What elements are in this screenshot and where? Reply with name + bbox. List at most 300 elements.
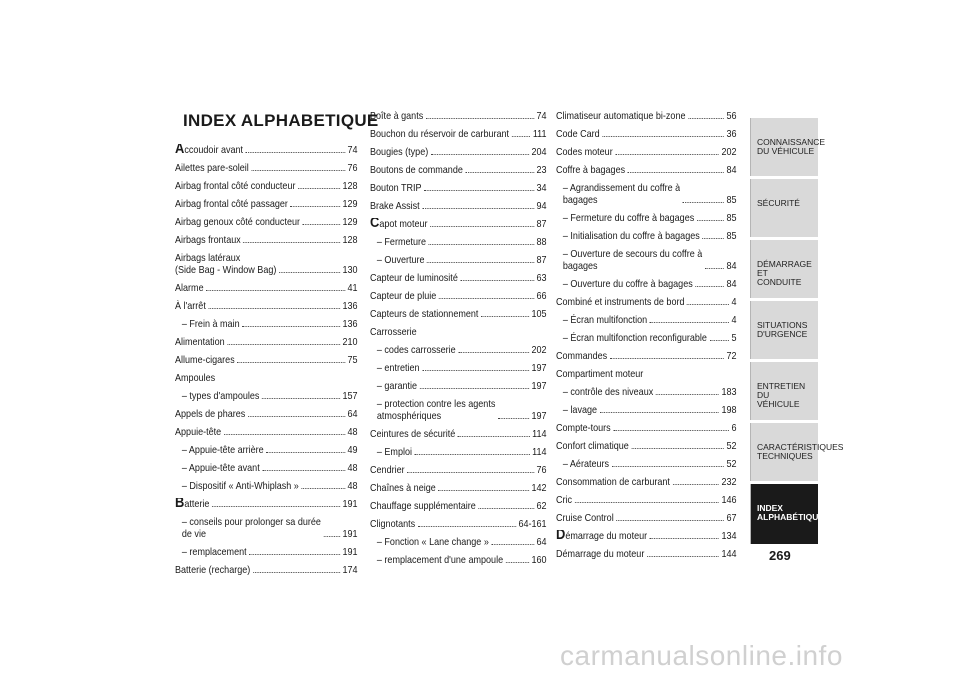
dot-leader <box>251 170 345 171</box>
index-entry-text: Bouchon du réservoir de carburant <box>370 128 510 140</box>
index-entry <box>556 386 737 398</box>
dot-leader <box>687 304 729 305</box>
index-entry-text: Chaînes à neige <box>370 482 436 494</box>
dot-leader <box>237 362 345 363</box>
index-page-number: 76 <box>536 464 547 476</box>
section-tab[interactable]: CONNAISSANCE DU VÉHICULE <box>750 118 818 176</box>
index-entry-text: Cruise Control <box>556 512 614 524</box>
index-letter: D <box>556 530 566 542</box>
index-entry-text: – Initialisation du coffre à bagages <box>562 230 700 242</box>
index-entry <box>556 494 737 506</box>
index-entry <box>556 296 737 308</box>
index-entry <box>370 128 547 140</box>
dot-leader <box>613 430 729 431</box>
dot-leader <box>460 280 534 281</box>
dot-leader <box>705 268 724 269</box>
index-entry-text: Consommation de carburant <box>556 476 670 488</box>
index-entry <box>370 146 547 158</box>
dot-leader <box>418 526 516 527</box>
index-entry-text: – Dispositif « Anti-Whiplash » <box>181 480 299 492</box>
index-entry <box>370 518 547 530</box>
index-entry <box>556 110 737 122</box>
dot-leader <box>324 536 340 537</box>
index-entry-text: Clignotants <box>370 518 416 530</box>
index-entry <box>370 164 547 176</box>
dot-leader <box>243 242 340 243</box>
index-entry-text: Ailettes pare-soleil <box>175 162 249 174</box>
dot-leader <box>673 484 719 485</box>
dot-leader <box>208 308 339 309</box>
index-entry-text: Capteurs de stationnement <box>370 308 479 320</box>
index-column-2 <box>370 110 547 572</box>
dot-leader <box>628 172 724 173</box>
index-entry <box>556 146 737 158</box>
index-letter: A <box>175 144 185 156</box>
dot-leader <box>612 466 724 467</box>
dot-leader <box>212 506 340 507</box>
dot-leader <box>710 340 729 341</box>
index-entry <box>175 444 358 456</box>
index-page-number: 146 <box>721 494 737 506</box>
index-entry <box>175 216 358 228</box>
index-page-number: 34 <box>536 182 547 194</box>
index-page-number: 74 <box>347 144 358 156</box>
dot-leader <box>262 470 345 471</box>
index-entry <box>556 476 737 488</box>
index-entry-text: Batterie (recharge) <box>175 564 251 576</box>
dot-leader <box>688 118 724 119</box>
index-entry <box>175 498 358 510</box>
dot-leader <box>650 322 729 323</box>
index-entry-text: Appuie-tête <box>175 426 222 438</box>
index-page-number: 6 <box>731 422 737 434</box>
index-page-number: 129 <box>342 198 358 210</box>
index-page-number: 191 <box>342 528 358 540</box>
index-entry <box>556 368 737 380</box>
dot-leader <box>481 316 529 317</box>
index-entry-text: Capteur de pluie <box>370 290 437 302</box>
index-entry-text: – Ouverture du coffre à bagages <box>562 278 693 290</box>
index-page-number: 62 <box>536 500 547 512</box>
dot-leader <box>429 244 534 245</box>
index-entry-text: – Emploi <box>376 446 413 458</box>
index-page-number: 202 <box>721 146 737 158</box>
section-tab[interactable]: INDEX ALPHABÉTIQUE <box>750 484 818 544</box>
index-entry-text: – remplacement d'une ampoule <box>376 554 504 566</box>
index-entry <box>370 272 547 284</box>
dot-leader <box>615 154 719 155</box>
dot-leader <box>303 224 340 225</box>
index-entry-text: – Aérateurs <box>562 458 610 470</box>
index-entry-text: – Appuie-tête avant <box>181 462 260 474</box>
section-tab[interactable]: ENTRETIEN DU VÉHICULE <box>750 362 818 420</box>
dot-leader <box>656 394 719 395</box>
index-entry-text: – lavage <box>562 404 598 416</box>
index-page-number: 84 <box>726 278 737 290</box>
index-page-number: 56 <box>726 110 737 122</box>
index-page-number: 160 <box>531 554 547 566</box>
dot-leader <box>422 208 534 209</box>
dot-leader <box>438 490 529 491</box>
page-title: INDEX ALPHABETIQUE <box>183 111 379 130</box>
index-entry <box>556 278 737 290</box>
index-letter: B <box>175 498 185 510</box>
index-page-number: 36 <box>726 128 737 140</box>
index-entry-text: – Fermeture du coffre à bagages <box>562 212 695 224</box>
index-page-number: 128 <box>342 234 358 246</box>
index-entry-text: Capteur de luminosité <box>370 272 458 284</box>
index-entry-text: Compte-tours <box>556 422 611 434</box>
index-entry <box>370 254 547 266</box>
index-entry-text: – entretien <box>376 362 420 374</box>
dot-leader <box>498 418 529 419</box>
index-page-number: 85 <box>726 194 737 206</box>
dot-leader <box>431 154 529 155</box>
index-entry <box>370 344 547 356</box>
dot-leader <box>439 298 534 299</box>
index-entry <box>370 536 547 548</box>
index-entry-text: Compartiment moteur <box>556 368 644 380</box>
index-page-number: 74 <box>536 110 547 122</box>
index-entry <box>556 332 737 344</box>
dot-leader <box>427 262 534 263</box>
dot-leader <box>246 152 345 153</box>
index-entry-text: Confort climatique <box>556 440 629 452</box>
index-page-number: 48 <box>347 480 358 492</box>
index-entry <box>370 554 547 566</box>
index-page-number: 48 <box>347 462 358 474</box>
dot-leader <box>695 286 724 287</box>
dot-leader <box>426 118 534 119</box>
index-entry <box>556 128 737 140</box>
dot-leader <box>458 352 529 353</box>
index-page-number: 232 <box>721 476 737 488</box>
index-entry <box>556 458 737 470</box>
index-entry <box>175 372 358 384</box>
section-tabs <box>750 118 844 548</box>
index-entry <box>175 180 358 192</box>
index-entry-text: Capot moteur <box>370 218 428 230</box>
index-entry <box>175 546 358 558</box>
index-entry-text: Code Card <box>556 128 600 140</box>
dot-leader <box>683 202 724 203</box>
dot-leader <box>458 436 530 437</box>
index-entry-text: Airbag frontal côté conducteur <box>175 180 296 192</box>
index-entry-text: Bougies (type) <box>370 146 429 158</box>
index-entry-text: – Agrandissement du coffre à bagages <box>562 182 681 206</box>
index-entry <box>556 314 737 326</box>
index-page-number: 88 <box>536 236 547 248</box>
index-page-number: 87 <box>536 254 547 266</box>
index-page-number: 174 <box>342 564 358 576</box>
index-entry <box>556 350 737 362</box>
watermark: carmanualsonline.info <box>560 640 843 671</box>
index-page-number: 41 <box>347 282 358 294</box>
index-page-number: 75 <box>347 354 358 366</box>
index-page-number: 87 <box>536 218 547 230</box>
dot-leader <box>262 398 340 399</box>
index-entry <box>175 426 358 438</box>
index-entry <box>370 218 547 230</box>
dot-leader <box>422 370 529 371</box>
index-page-number: 84 <box>726 260 737 272</box>
index-entry <box>175 162 358 174</box>
index-page-number: 114 <box>532 428 547 440</box>
index-page-number: 5 <box>731 332 737 344</box>
index-page-number: 52 <box>726 458 737 470</box>
index-entry <box>556 548 737 560</box>
section-tab[interactable]: CARACTÉRISTIQUES TECHNIQUES <box>750 423 818 481</box>
index-page-number: 66 <box>536 290 547 302</box>
dot-leader <box>702 238 724 239</box>
dot-leader <box>298 188 340 189</box>
index-entry-text: – remplacement <box>181 546 247 558</box>
dot-leader <box>647 556 719 557</box>
index-page-number: 210 <box>342 336 358 348</box>
index-entry-text: Coffre à bagages <box>556 164 626 176</box>
dot-leader <box>420 388 529 389</box>
dot-leader <box>575 502 719 503</box>
index-page-number: 130 <box>342 264 358 276</box>
index-entry <box>556 422 737 434</box>
dot-leader <box>424 190 534 191</box>
index-entry-text: Chauffage supplémentaire <box>370 500 476 512</box>
page-number: 269 <box>769 548 791 563</box>
index-entry <box>175 234 358 246</box>
index-entry-text: – Ouverture <box>376 254 425 266</box>
dot-leader <box>697 220 724 221</box>
dot-leader <box>465 172 533 173</box>
dot-leader <box>249 554 340 555</box>
index-entry <box>370 200 547 212</box>
dot-leader <box>631 448 724 449</box>
index-entry <box>175 336 358 348</box>
index-entry <box>175 144 358 156</box>
index-page-number: 64 <box>536 536 547 548</box>
index-entry <box>175 354 358 366</box>
index-page-number: 85 <box>726 212 737 224</box>
index-entry-text: Démarrage du moteur <box>556 548 645 560</box>
index-entry <box>370 428 547 440</box>
index-page-number: 142 <box>531 482 547 494</box>
index-entry <box>175 390 358 402</box>
index-entry <box>370 446 547 458</box>
index-entry <box>175 564 358 576</box>
index-entry <box>556 182 737 206</box>
index-page-number: 114 <box>532 446 547 458</box>
dot-leader <box>266 452 345 453</box>
index-entry <box>556 440 737 452</box>
index-entry-text: Appels de phares <box>175 408 246 420</box>
index-page-number: 63 <box>536 272 547 284</box>
index-page-number: 197 <box>531 362 547 374</box>
index-entry-text: Airbags latéraux (Side Bag - Window Bag) <box>175 252 277 276</box>
section-tab[interactable]: SITUATIONS D'URGENCE <box>750 301 818 359</box>
index-page-number: 85 <box>726 230 737 242</box>
index-entry-text: Airbag genoux côté conducteur <box>175 216 301 228</box>
index-entry <box>370 308 547 320</box>
index-entry <box>175 300 358 312</box>
dot-leader <box>301 488 345 489</box>
index-page-number: 191 <box>342 498 358 510</box>
index-entry <box>370 362 547 374</box>
index-entry <box>370 482 547 494</box>
index-column-1 <box>175 140 358 582</box>
index-page-number: 64-161 <box>518 518 547 530</box>
index-entry-text: – protection contre les agents atmosphériques <box>376 398 496 422</box>
index-entry <box>556 230 737 242</box>
index-page-number: 183 <box>721 386 737 398</box>
index-page-number: 52 <box>726 440 737 452</box>
index-page-number: 111 <box>532 128 547 140</box>
index-entry <box>370 326 547 338</box>
dot-leader <box>227 344 340 345</box>
index-entry <box>370 110 547 122</box>
index-entry-text: – contrôle des niveaux <box>562 386 654 398</box>
dot-leader <box>279 272 340 273</box>
dot-leader <box>602 136 724 137</box>
dot-leader <box>291 206 340 207</box>
section-tab[interactable]: SÉCURITÉ <box>750 179 818 237</box>
index-entry <box>370 500 547 512</box>
index-entry-text: – Appuie-tête arrière <box>181 444 264 456</box>
index-entry <box>556 212 737 224</box>
dot-leader <box>415 454 530 455</box>
index-page-number: 23 <box>536 164 547 176</box>
index-entry-text: Airbags frontaux <box>175 234 241 246</box>
index-page-number: 72 <box>726 350 737 362</box>
index-entry-text: – Écran multifonction <box>562 314 648 326</box>
index-page-number: 136 <box>342 300 358 312</box>
dot-leader <box>512 136 531 137</box>
section-tab[interactable]: DÉMARRAGE ET CONDUITE <box>750 240 818 298</box>
index-entry-text: – garantie <box>376 380 418 392</box>
dot-leader <box>650 538 719 539</box>
index-entry <box>175 282 358 294</box>
index-entry-text: Ampoules <box>175 372 216 384</box>
index-entry-text: – Fonction « Lane change » <box>376 536 489 548</box>
index-entry-text: – types d'ampoules <box>181 390 260 402</box>
index-page-number: 136 <box>342 318 358 330</box>
index-entry <box>556 164 737 176</box>
index-entry <box>175 198 358 210</box>
index-entry-text: Ceintures de sécurité <box>370 428 456 440</box>
index-entry <box>370 236 547 248</box>
index-page-number: 49 <box>347 444 358 456</box>
index-page-number: 64 <box>347 408 358 420</box>
index-page-number: 144 <box>721 548 737 560</box>
index-entry <box>556 404 737 416</box>
index-entry-text: – codes carrosserie <box>376 344 456 356</box>
index-page-number: 157 <box>342 390 358 402</box>
index-entry-text: Accoudoir avant <box>175 144 243 156</box>
index-entry <box>370 380 547 392</box>
index-entry-text: Commandes <box>556 350 608 362</box>
index-entry-text: Cendrier <box>370 464 405 476</box>
index-page-number: 67 <box>726 512 737 524</box>
index-page-number: 202 <box>531 344 547 356</box>
dot-leader <box>610 358 724 359</box>
index-entry-text: Combiné et instruments de bord <box>556 296 685 308</box>
index-column-3 <box>556 110 737 566</box>
dot-leader <box>491 544 534 545</box>
index-page-number: 84 <box>726 164 737 176</box>
dot-leader <box>248 416 345 417</box>
index-entry <box>370 290 547 302</box>
index-entry <box>175 480 358 492</box>
dot-leader <box>242 326 340 327</box>
index-letter: C <box>370 218 380 230</box>
index-page-number: 134 <box>721 530 737 542</box>
index-entry <box>370 398 547 422</box>
dot-leader <box>206 290 345 291</box>
index-entry <box>175 252 358 276</box>
index-entry-text: – Écran multifonction reconfigurable <box>562 332 707 344</box>
index-entry-text: Allume-cigares <box>175 354 235 366</box>
dot-leader <box>506 562 529 563</box>
index-entry <box>556 248 737 272</box>
index-page-number: 76 <box>347 162 358 174</box>
dot-leader <box>407 472 534 473</box>
index-entry <box>175 318 358 330</box>
index-page-number: 105 <box>531 308 547 320</box>
dot-leader <box>600 412 719 413</box>
index-entry-text: Alarme <box>175 282 204 294</box>
index-page-number: 198 <box>721 404 737 416</box>
index-entry-text: – conseils pour prolonger sa durée de vie <box>181 516 321 540</box>
index-entry-text: Boîte à gants <box>370 110 424 122</box>
index-entry-text: – Ouverture de secours du coffre à bagages <box>562 248 703 272</box>
index-entry-text: Démarrage du moteur <box>556 530 647 542</box>
index-entry-text: Carrosserie <box>370 326 417 338</box>
index-entry <box>370 464 547 476</box>
index-entry-text: Boutons de commande <box>370 164 463 176</box>
index-entry <box>175 408 358 420</box>
index-entry-text: À l'arrêt <box>175 300 206 312</box>
index-entry-text: Batterie <box>175 498 209 510</box>
index-page-number: 4 <box>731 314 737 326</box>
index-entry <box>556 530 737 542</box>
index-entry-text: Bouton TRIP <box>370 182 422 194</box>
index-entry-text: Cric <box>556 494 573 506</box>
index-page-number: 4 <box>731 296 737 308</box>
index-entry <box>175 516 358 540</box>
dot-leader <box>224 434 345 435</box>
index-entry-text: – Fermeture <box>376 236 427 248</box>
index-page-number: 191 <box>342 546 358 558</box>
index-entry-text: – Frein à main <box>181 318 240 330</box>
dot-leader <box>253 572 340 573</box>
index-page-number: 204 <box>531 146 547 158</box>
index-entry-text: Codes moteur <box>556 146 613 158</box>
index-entry-text: Alimentation <box>175 336 225 348</box>
index-entry-text: Airbag frontal côté passager <box>175 198 288 210</box>
index-page-number: 197 <box>531 410 547 422</box>
index-entry-text: Brake Assist <box>370 200 420 212</box>
dot-leader <box>478 508 534 509</box>
index-page-number: 48 <box>347 426 358 438</box>
index-entry <box>556 512 737 524</box>
index-entry <box>175 462 358 474</box>
index-entry <box>370 182 547 194</box>
dot-leader <box>430 226 534 227</box>
dot-leader <box>616 520 724 521</box>
index-page-number: 129 <box>342 216 358 228</box>
index-page-number: 128 <box>342 180 358 192</box>
index-page-number: 197 <box>531 380 547 392</box>
index-entry-text: Climatiseur automatique bi-zone <box>556 110 686 122</box>
index-page-number: 94 <box>536 200 547 212</box>
